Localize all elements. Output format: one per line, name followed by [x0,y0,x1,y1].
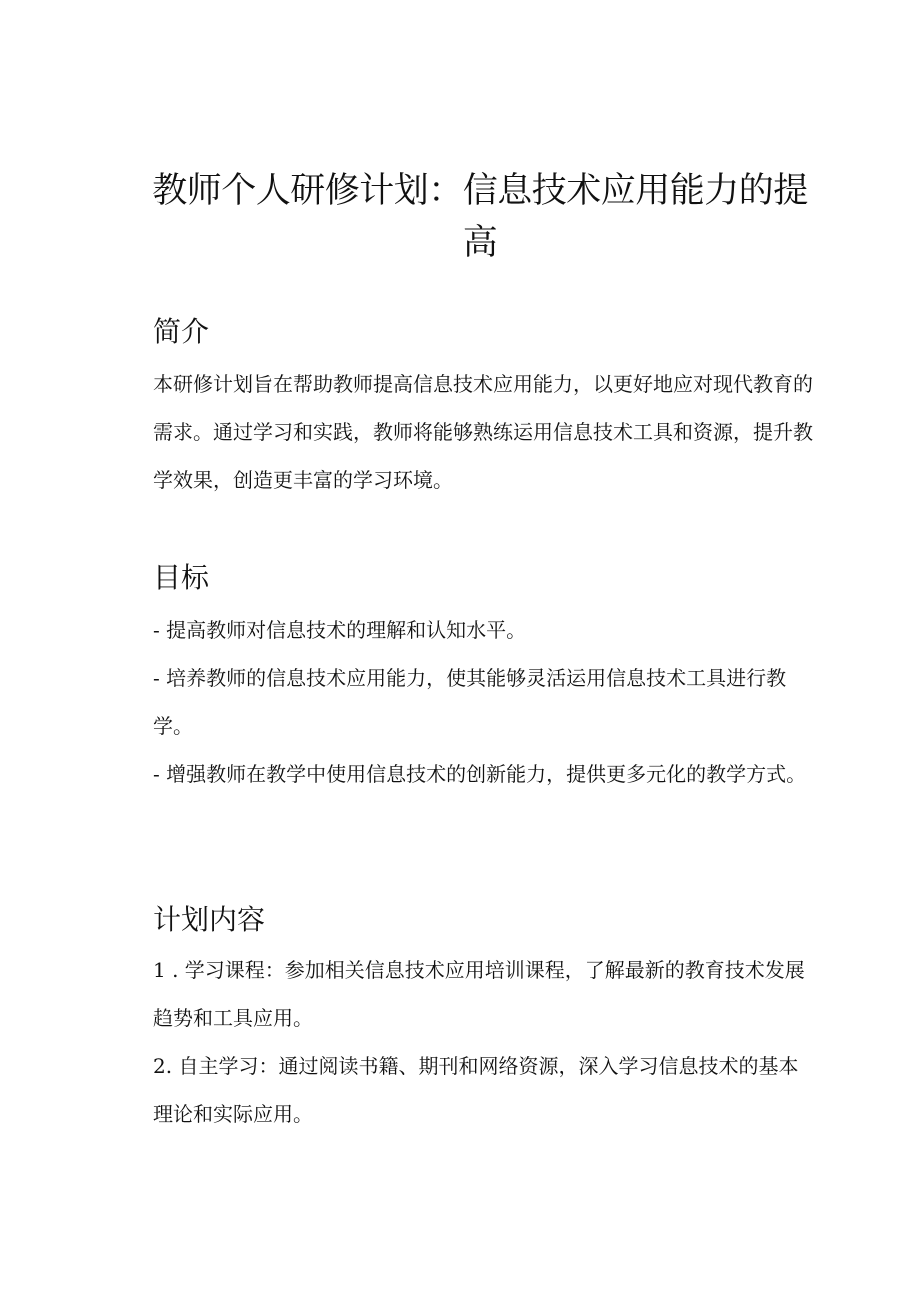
goal-item: - 增强教师在教学中使用信息技术的创新能力，提供更多元化的教学方式。 [153,762,807,786]
section-heading-goals: 目标 [153,561,210,594]
plan-item: 1 . 学习课程：参加相关信息技术应用培训课程，了解最新的教育技术发展趋势和工具应用。 [153,958,805,1030]
document-title: 教师个人研修计划：信息技术应用能力的提高 [152,171,808,263]
intro-paragraph [153,360,813,504]
goal-item: - 提高教师对信息技术的理解和认知水平。 [153,618,527,642]
plan-item: 2. 自主学习：通过阅读书籍、期刊和网络资源，深入学习信息技术的基本理论和实际应用。 [153,1054,799,1126]
section-heading-plan: 计划内容 [153,903,266,936]
section-heading-intro: 简介 [153,315,210,348]
intro-paragraph-text: 本研修计划旨在帮助教师提高信息技术应用能力，以更好地应对现代教育的需求。通过学习和实践，教师将能够熟练运用信息技术工具和资源，提升教学效果，创造更丰富的学习环境。 [153,372,813,492]
goal-item: - 培养教师的信息技术应用能力，使其能够灵活运用信息技术工具进行教学。 [153,666,787,738]
